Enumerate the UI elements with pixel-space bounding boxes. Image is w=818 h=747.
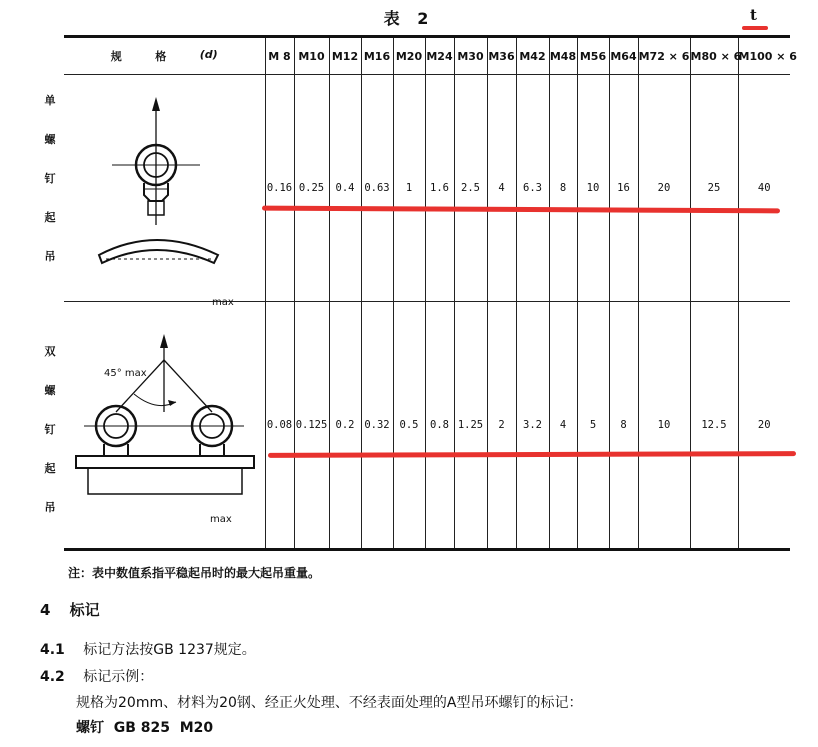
- value-cell: 0.63: [361, 75, 393, 302]
- value-cell: 10: [638, 302, 690, 550]
- value-cell: 1.6: [425, 75, 454, 302]
- value-cell: 2: [487, 302, 516, 550]
- value-cell: 4: [487, 75, 516, 302]
- table-row-double-screw: [64, 302, 790, 550]
- spec-header-char: 规: [110, 50, 122, 63]
- col-header: M10: [294, 37, 329, 75]
- lifting-capacity-table: [44, 35, 797, 551]
- col-header: M80 × 6: [690, 37, 738, 75]
- angle-label: 45° max: [104, 368, 147, 379]
- col-header: M72 × 6: [638, 37, 690, 75]
- row-label-single: 单 螺 钉 起 吊: [44, 94, 56, 263]
- clause-4-1: [40, 639, 256, 659]
- value-cell: 5: [577, 302, 609, 550]
- value-cell: 20: [638, 75, 690, 302]
- value-cell: 3.2: [516, 302, 549, 550]
- col-header: M20: [393, 37, 425, 75]
- table-header-row: [64, 37, 790, 75]
- col-header: M12: [329, 37, 361, 75]
- example-mark: 螺钉 GB 825 M20: [76, 720, 214, 736]
- value-cell: 0.2: [329, 302, 361, 550]
- section-number: 4: [40, 601, 51, 619]
- col-header: M36: [487, 37, 516, 75]
- col-header: M56: [577, 37, 609, 75]
- clause-text: 标记方法按GB 1237规定。: [83, 642, 256, 658]
- clause-text: 标记示例：: [83, 669, 154, 685]
- value-cell: 4: [549, 302, 577, 550]
- value-cell: 2.5: [454, 75, 487, 302]
- col-header: M48: [549, 37, 577, 75]
- spec-header-char: 格: [155, 50, 167, 63]
- row-label-double: 双 螺 钉 起 吊: [44, 345, 56, 514]
- value-cell: 0.32: [361, 302, 393, 550]
- value-cell: 10: [577, 75, 609, 302]
- value-cell: 1: [393, 75, 425, 302]
- value-cell: 8: [609, 302, 638, 550]
- clause-number: 4.1: [40, 642, 65, 658]
- value-cell: 20: [738, 302, 790, 550]
- clause-4-2: [40, 666, 153, 686]
- spec-header: [64, 37, 265, 75]
- value-cell: 40: [738, 75, 790, 302]
- table-row-single-screw: [64, 75, 790, 302]
- example-description: 规格为20mm、材料为20钢、经正火处理、不经表面处理的A型吊环螺钉的标记：: [76, 695, 583, 711]
- single-eye-bolt-diagram: [64, 75, 265, 301]
- section-title: 标记: [69, 601, 100, 619]
- double-screw-figure-cell: [44, 302, 265, 550]
- value-cell: 0.125: [294, 302, 329, 550]
- clause-number: 4.2: [40, 669, 65, 685]
- value-cell: 6.3: [516, 75, 549, 302]
- section-heading: [40, 599, 100, 620]
- value-cell: 1.25: [454, 302, 487, 550]
- unit-label: t: [750, 6, 757, 24]
- col-header: M64: [609, 37, 638, 75]
- col-header: M24: [425, 37, 454, 75]
- value-cell: 25: [690, 75, 738, 302]
- figure-max-label: max: [210, 514, 232, 525]
- value-cell: 0.08: [265, 302, 294, 550]
- single-screw-figure-cell: [44, 75, 265, 308]
- red-underline-unit: [742, 26, 768, 30]
- col-header: M100 × 6: [738, 37, 790, 75]
- value-cell: 0.25: [294, 75, 329, 302]
- value-cell: 8: [549, 75, 577, 302]
- col-header: M 8: [265, 37, 294, 75]
- spec-header-symbol: (d): [199, 48, 218, 61]
- value-cell: 12.5: [690, 302, 738, 550]
- value-cell: 16: [609, 75, 638, 302]
- figure-max-label: max: [212, 297, 234, 308]
- col-header: M30: [454, 37, 487, 75]
- col-header: M16: [361, 37, 393, 75]
- table-title: 表 2: [383, 9, 435, 28]
- table-note: 注：表中数值系指平稳起吊时的最大起吊重量。: [68, 566, 321, 580]
- value-cell: 0.4: [329, 75, 361, 302]
- col-header: M42: [516, 37, 549, 75]
- value-cell: 0.8: [425, 302, 454, 550]
- value-cell: 0.5: [393, 302, 425, 550]
- double-eye-bolt-diagram: [64, 302, 265, 548]
- value-cell: 0.16: [265, 75, 294, 302]
